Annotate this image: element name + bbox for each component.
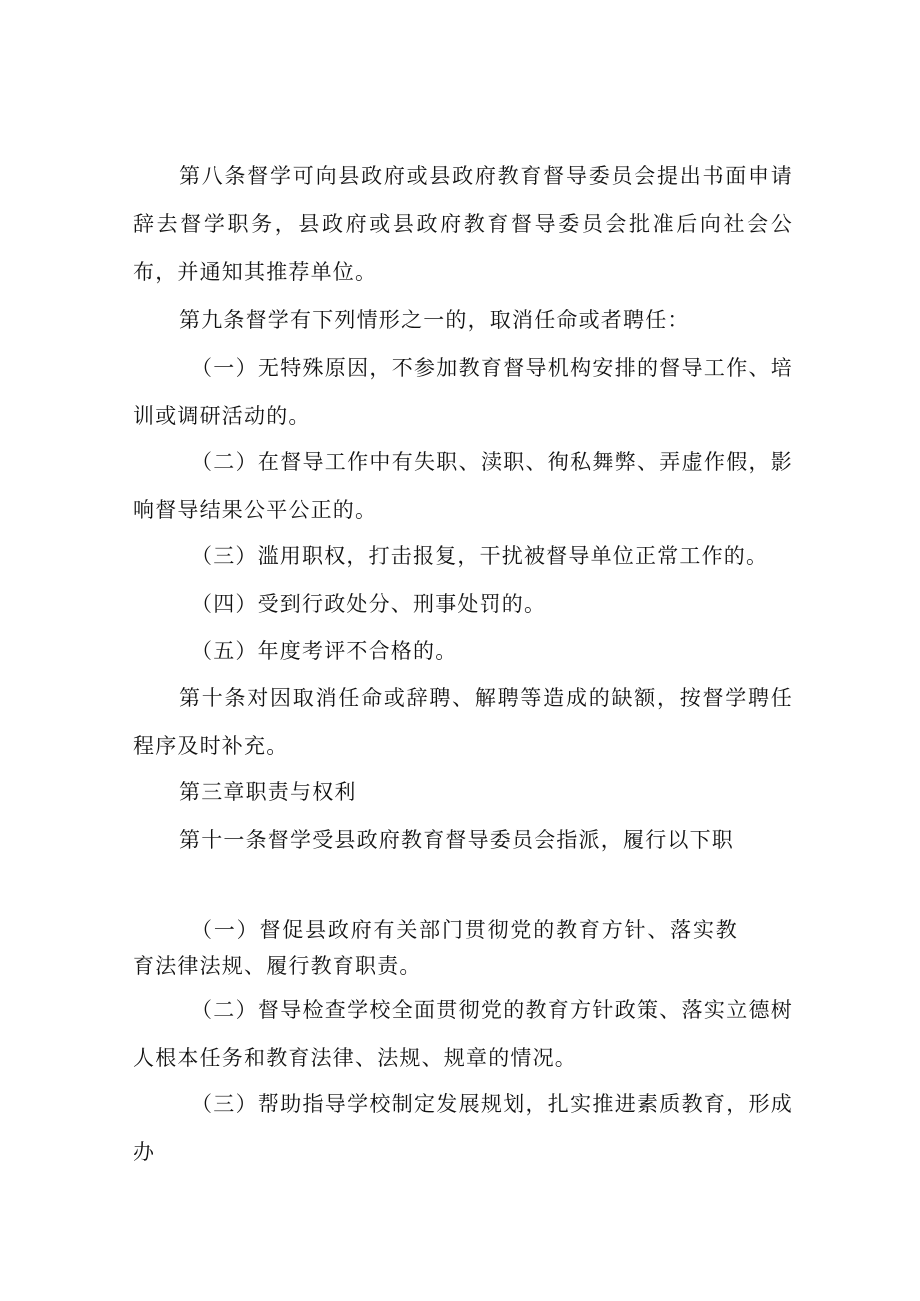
article-9-item-5: （五）年度考评不合格的。 <box>191 639 458 663</box>
article-9-item-4: （四）受到行政处分、刑事处罚的。 <box>191 592 547 616</box>
article-8-paragraph: 第八条督学可向县政府或县政府教育督导委员会提出书面申请辞去督学职务，县政府或县政府教育督导委员会批准后向社会公布，并通知其推荐单位。 <box>133 164 793 284</box>
article-9-paragraph: 第九条督学有下列情形之一的，取消任命或者聘任： <box>179 308 690 332</box>
article-11-paragraph: 第十一条督学受县政府教育督导委员会指派，履行以下职 <box>179 828 734 852</box>
article-10-paragraph: 第十条对因取消任命或辞聘、解聘等造成的缺额，按督学聘任程序及时补充。 <box>133 686 793 758</box>
article-11-item-3: （三）帮助指导学校制定发展规划，扎实推进素质教育，形成办 <box>133 1092 793 1164</box>
article-9-item-1: （一）无特殊原因，不参加教育督导机构安排的督导工作、培训或调研活动的。 <box>133 356 793 428</box>
chapter-3-heading: 第三章职责与权利 <box>179 780 357 804</box>
article-11-item-2: （二）督导检查学校全面贯彻党的教育方针政策、落实立德树人根本任务和教育法律、法规、规章的情况。 <box>133 998 793 1070</box>
article-11-item-1: （一）督促县政府有关部门贯彻党的教育方针、落实教育法律法规、履行教育职责。 <box>133 918 738 978</box>
article-9-item-3: （三）滥用职权，打击报复，干扰被督导单位正常工作的。 <box>191 544 769 568</box>
article-9-item-2: （二）在督导工作中有失职、渎职、徇私舞弊、弄虚作假，影响督导结果公平公正的。 <box>133 450 793 522</box>
